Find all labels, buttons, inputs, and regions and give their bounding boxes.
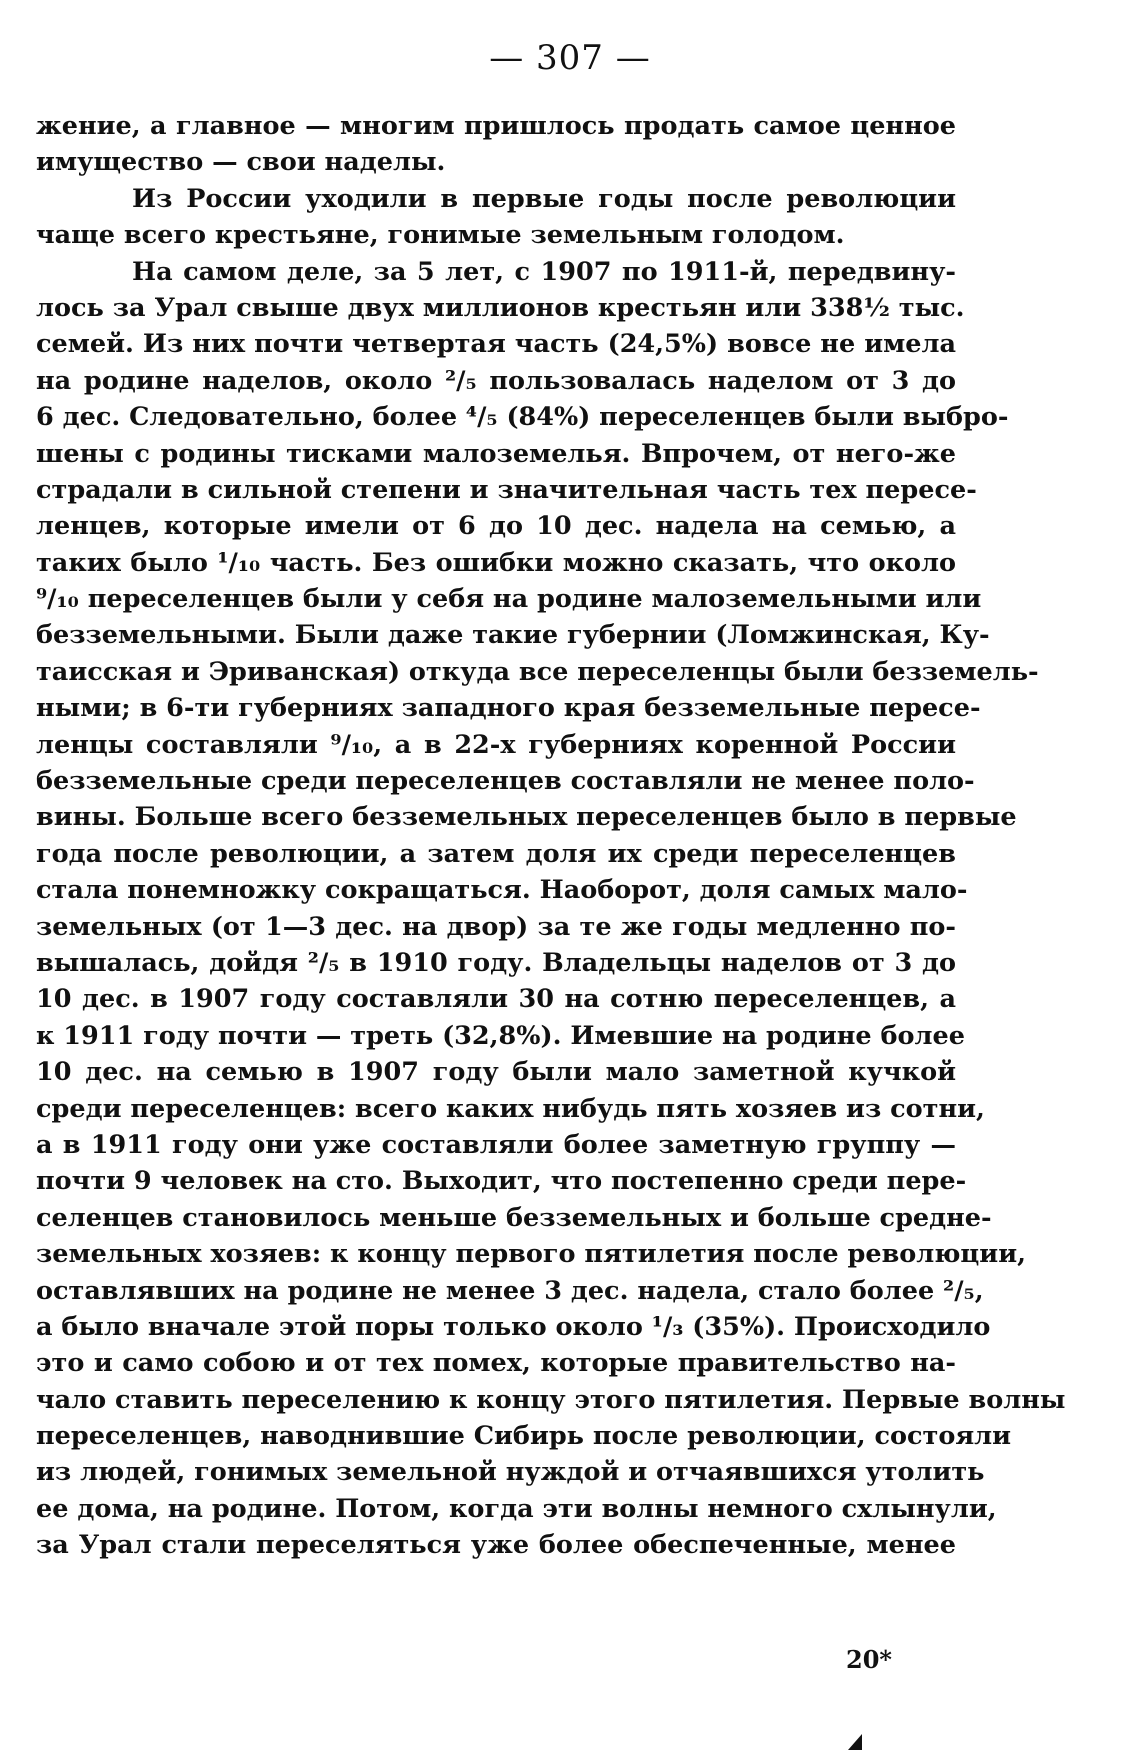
- text-line: селенцев становилось меньше безземельных и больше средне-: [36, 1202, 992, 1233]
- text-line: таисская и Эриванская) откуда все переселенцы были безземель-: [36, 656, 1039, 687]
- signature-mark: 20*: [846, 1645, 892, 1674]
- text-line: ⁹/₁₀ переселенцев были у себя на родине малоземельными или: [36, 584, 982, 615]
- text-line: жение, а главное — многим пришлось продать самое ценное: [36, 111, 956, 141]
- text-line: почти 9 человек на сто. Выходит, что постепенно среди пере-: [36, 1166, 967, 1197]
- text-line: за Урал стали переселяться уже более обеспеченные, менее: [36, 1530, 956, 1561]
- text-line: ными; в 6-ти губерниях западного края безземельные пересе-: [36, 693, 981, 724]
- text-line: а было вначале этой поры только около ¹/₃ (35%). Происходило: [36, 1311, 991, 1342]
- text-line: оставлявших на родине не менее 3 дес. надела, стало более ²/₅,: [36, 1275, 984, 1306]
- text-line: среди переселенцев: всего каких нибудь пять хозяев из сотни,: [36, 1093, 985, 1124]
- text-line: к 1911 году почти — треть (32,8%). Имевшие на родине более: [36, 1020, 965, 1051]
- text-line: Из России уходили в первые годы после революции: [132, 183, 956, 214]
- text-line: ее дома, на родине. Потом, когда эти волны немного схлынули,: [36, 1493, 997, 1524]
- text-line: стала понемножку сокращаться. Наоборот, доля самых мало-: [36, 875, 968, 906]
- text-line: чало ставить переселению к концу этого пятилетия. Первые волны: [36, 1384, 1066, 1415]
- page-number: — 307 —: [489, 38, 651, 78]
- text-line: имущество — свои наделы.: [36, 147, 446, 178]
- text-line: вышалась, дойдя ²/₅ в 1910 году. Владельцы наделов от 3 до: [36, 947, 956, 978]
- text-line: 10 дес. в 1907 году составляли 30 на сотню переселенцев, а: [36, 984, 956, 1015]
- text-line: На самом деле, за 5 лет, с 1907 по 1911-й, передвину-: [132, 256, 956, 287]
- text-line: лось за Урал свыше двух миллионов крестьян или 338½ тыс.: [36, 292, 965, 323]
- text-line: это и само собою и от тех помех, которые правительство на-: [36, 1348, 956, 1379]
- text-line: безземельными. Были даже такие губернии (Ломжинская, Ку-: [36, 620, 990, 651]
- text-line: чаще всего крестьяне, гонимые земельным голодом.: [36, 220, 845, 251]
- text-line: на родине наделов, около ²/₅ пользовалась наделом от 3 до: [36, 365, 956, 396]
- text-line: земельных (от 1—3 дес. на двор) за те же годы медленно по-: [36, 911, 956, 942]
- text-line: 10 дес. на семью в 1907 году были мало заметной кучкой: [36, 1057, 956, 1088]
- text-line: шены с родины тисками малоземелья. Впрочем, от него-же: [36, 438, 956, 469]
- text-line: таких было ¹/₁₀ часть. Без ошибки можно сказать, что около: [36, 547, 956, 578]
- text-line: а в 1911 году они уже составляли более заметную группу —: [36, 1129, 956, 1160]
- text-line: семей. Из них почти четвертая часть (24,5%) вовсе не имела: [36, 329, 956, 360]
- text-line: года после революции, а затем доля их среди переселенцев: [36, 838, 956, 869]
- text-line: из людей, гонимых земельной нуждой и отчаявшихся утолить: [36, 1457, 985, 1488]
- text-line: ленцы составляли ⁹/₁₀, а в 22-х губерниях коренной России: [36, 729, 956, 760]
- body-text: [36, 108, 1066, 1564]
- text-line: безземельные среди переселенцев составляли не менее поло-: [36, 766, 975, 797]
- text-line: 6 дес. Следовательно, более ⁴/₅ (84%) переселенцев были выбро-: [36, 402, 1009, 433]
- text-line: ленцев, которые имели от 6 до 10 дес. надела на семью, а: [36, 511, 956, 542]
- print-mark: [848, 1734, 862, 1750]
- text-line: вины. Больше всего безземельных переселенцев было в первые: [36, 802, 1017, 833]
- text-line: земельных хозяев: к концу первого пятилетия после революции,: [36, 1239, 1026, 1270]
- text-line: переселенцев, наводнившие Сибирь после революции, состояли: [36, 1421, 1012, 1452]
- text-line: страдали в сильной степени и значительная часть тех пересе-: [36, 474, 977, 505]
